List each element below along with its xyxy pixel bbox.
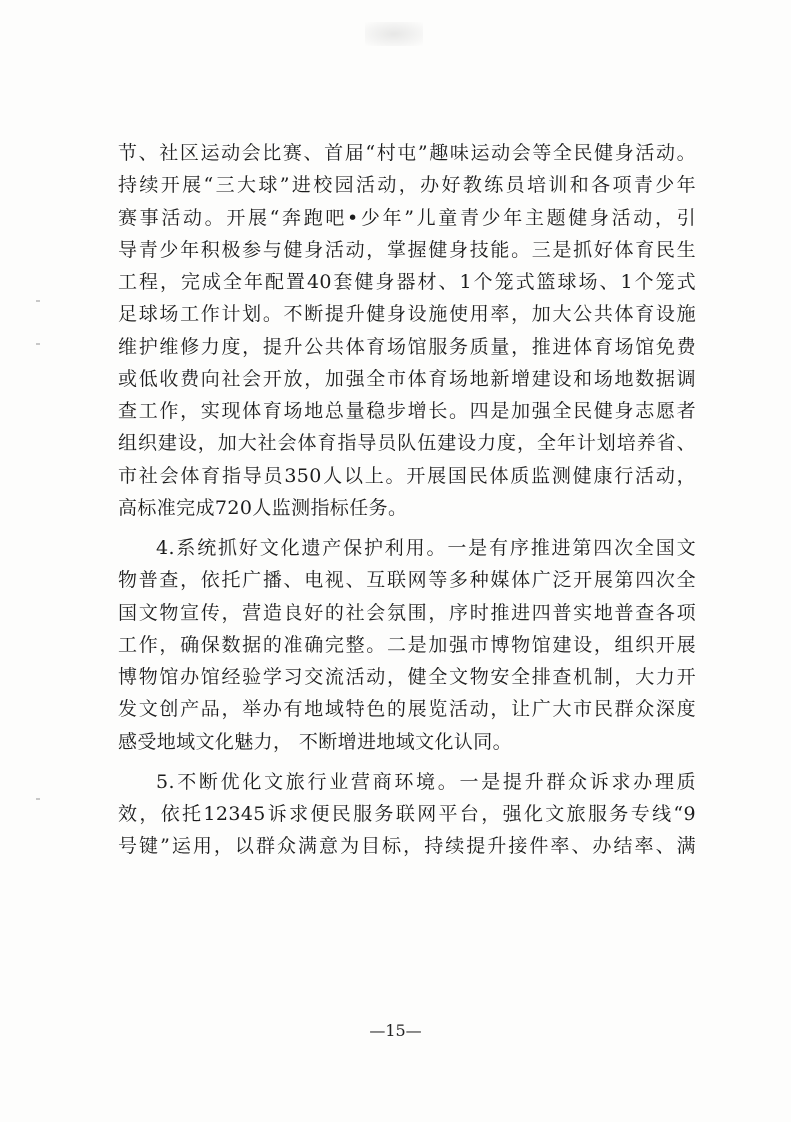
text-line: 节、社区运动会比赛、首届“村屯”趣味运动会等全民健身活动。: [118, 142, 696, 164]
text-line: 持续开展“三大球”进校园活动，办好教练员培训和各项青少年: [118, 174, 696, 197]
page-number: —15—: [369, 1021, 422, 1040]
body-text: [118, 137, 696, 863]
text-line: 感受地域文化魅力， 不断增进地域文化认同。: [118, 730, 513, 753]
text-line: 工作，确保数据的准确完整。二是加强市博物馆建设，组织开展: [118, 633, 696, 656]
text-line: 组织建设，加大社会体育指导员队伍建设力度，全年计划培养省、: [118, 432, 696, 455]
text-line: 4.系统抓好文化遗产保护利用。一是有序推进第四次全国文: [156, 537, 696, 559]
paragraph: [118, 137, 696, 524]
scan-smudge: [365, 22, 423, 46]
scan-edge-mark: [36, 300, 40, 302]
text-line: 工程，完成全年配置40套健身器材、1个笼式篮球场、1个笼式: [118, 271, 696, 293]
paragraph: [118, 532, 696, 758]
text-line: 效，依托12345诉求便民服务联网平台，强化文旅服务专线“9: [118, 803, 696, 825]
text-line: 国文物宣传，营造良好的社会氛围，序时推进四普实地普查各项: [118, 601, 696, 624]
text-line: 博物馆办馆经验学习交流活动，健全文物安全排查机制，大力开: [118, 666, 696, 688]
scan-edge-mark: [36, 798, 40, 800]
text-line: 号键”运用，以群众满意为目标，持续提升接件率、办结率、满: [118, 835, 696, 858]
text-line: 发文创产品，举办有地域特色的展览活动，让广大市民群众深度: [118, 698, 696, 721]
text-line: 维护维修力度，提升公共体育场馆服务质量，推进体育场馆免费: [118, 335, 696, 358]
text-line: 5.不断优化文旅行业营商环境。一是提升群众诉求办理质: [156, 770, 696, 793]
text-line: 高标准完成720人监测指标任务。: [118, 496, 408, 519]
text-line: 导青少年积极参与健身活动，掌握健身技能。三是抓好体育民生: [118, 238, 696, 261]
text-line: 或低收费向社会开放，加强全市体育场地新增建设和场地数据调: [118, 367, 696, 390]
text-line: 市社会体育指导员350人以上。开展国民体质监测健康行活动，: [118, 464, 696, 487]
paragraph: [118, 766, 696, 863]
text-line: 查工作，实现体育场地总量稳步增长。四是加强全民健身志愿者: [118, 400, 696, 422]
text-line: 物普查，依托广播、电视、互联网等多种媒体广泛开展第四次全: [118, 569, 696, 592]
text-line: 赛事活动。开展“奔跑吧•少年”儿童青少年主题健身活动，引: [118, 206, 696, 229]
text-line: 足球场工作计划。不断提升健身设施使用率，加大公共体育设施: [118, 303, 696, 326]
scan-edge-mark: [36, 343, 40, 345]
